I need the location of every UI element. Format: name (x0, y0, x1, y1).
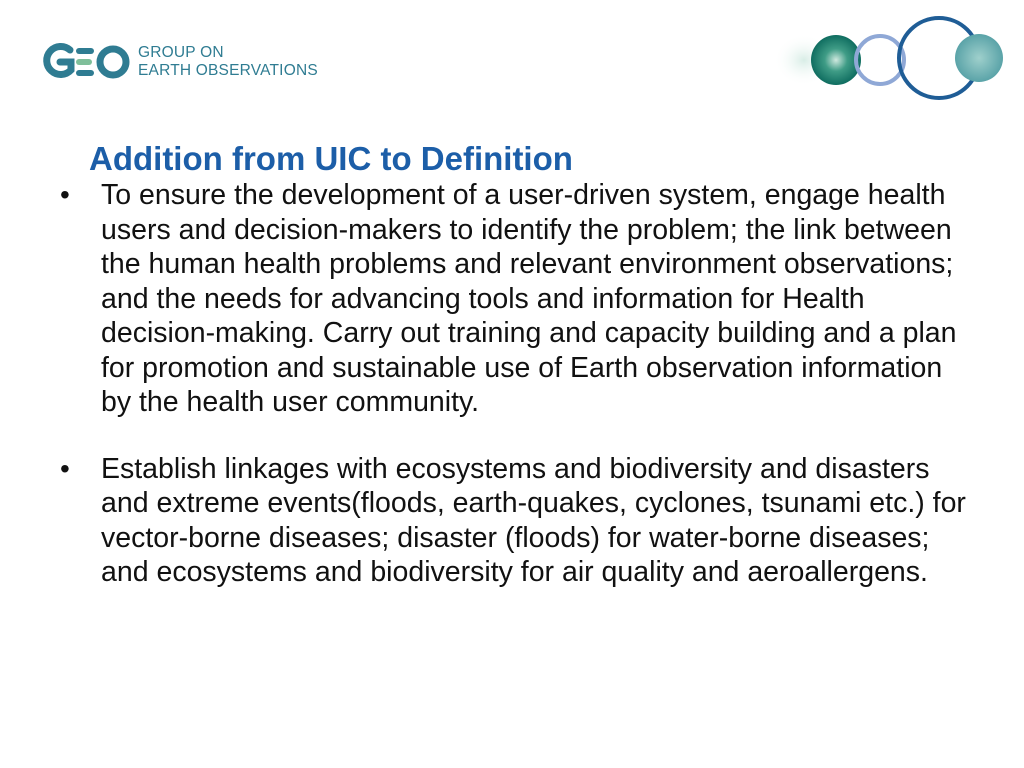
bullet-item (56, 452, 966, 590)
logo-text-line2: EARTH OBSERVATIONS (138, 62, 318, 79)
logo-text-line1: GROUP ON (138, 44, 224, 61)
decorative-circles-icon (774, 12, 1004, 108)
bullet-text: To ensure the development of a user-driven system, engage health users and decision-makers to identify the problem; the link between the human health problems and relevant environment observations; and the needs for advancing tools and information for Health decision-making. Carry out training and capacity building and a plan for promotion and sustainable use of Earth observation information by the health user community. (101, 179, 957, 418)
logo-text (138, 44, 318, 80)
bullet-item (56, 178, 966, 420)
aqua-circle (955, 34, 1003, 82)
bullet-dot-icon: • (60, 179, 70, 210)
geo-logo (40, 40, 318, 84)
bullet-text: Establish linkages with ecosystems and biodiversity and disasters and extreme events(floods, earth-quakes, cyclones, tsunami etc.) for vector-borne diseases; disaster (floods) for water-borne diseases; and ecosystems and biodiversity for air quality and aeroallergens. (101, 452, 966, 588)
teal-circle (811, 35, 861, 85)
bullet-dot-icon: • (60, 452, 70, 484)
light-blue-ring (856, 36, 904, 84)
geo-logo-mark (40, 40, 130, 84)
bullet-list (56, 178, 966, 590)
slide-title: Addition from UIC to Definition (89, 140, 573, 177)
